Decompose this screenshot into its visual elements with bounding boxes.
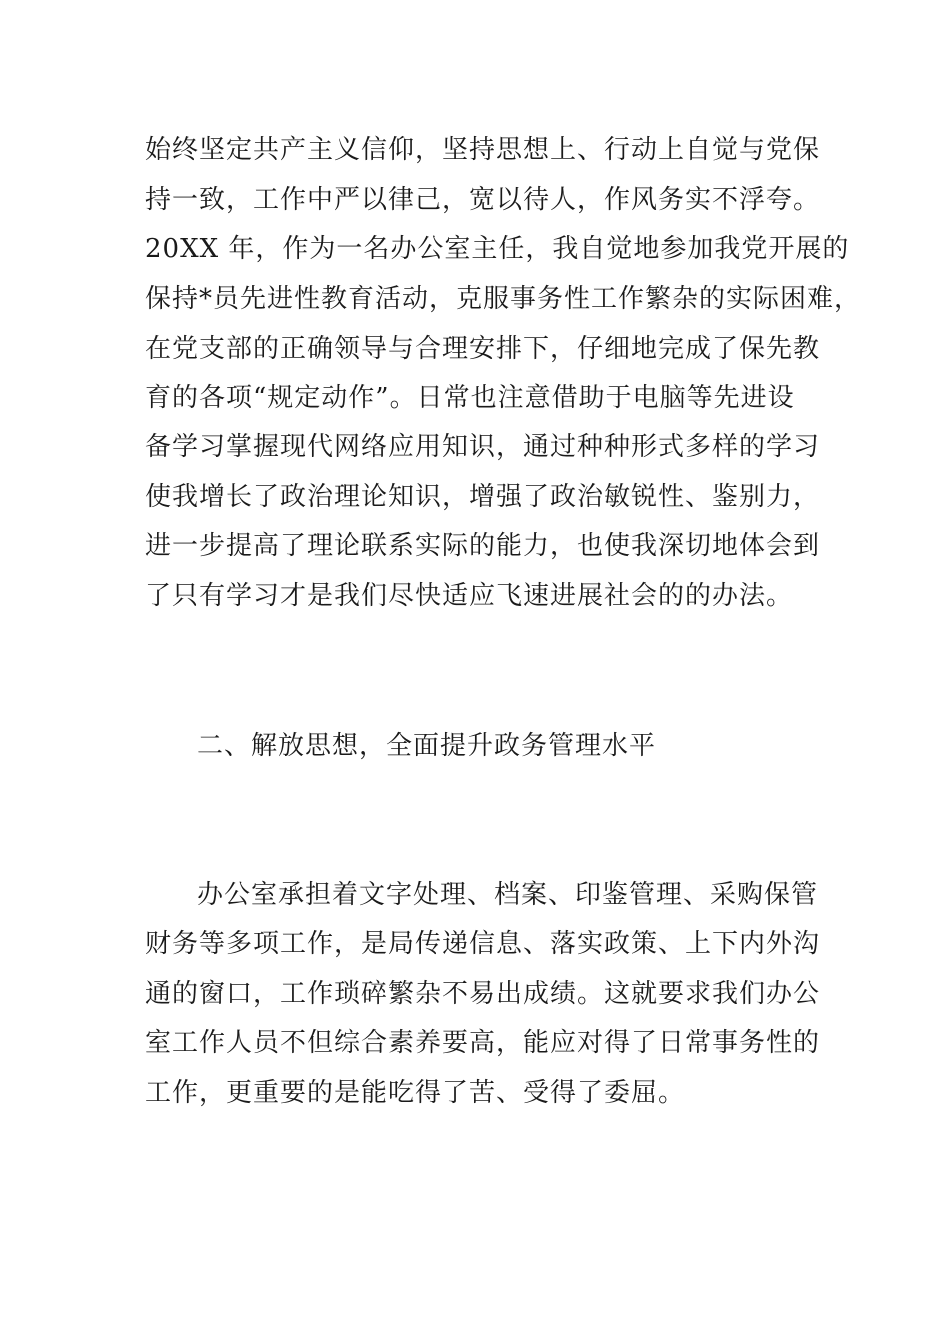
paragraph-line: 20XX 年，作为一名办公室主任，我自觉地参加我党开展的 bbox=[145, 234, 850, 264]
paragraph-line: 工作，更重要的是能吃得了苦、受得了委屈。 bbox=[145, 1078, 686, 1108]
paragraph-line: 办公室承担着文字处理、档案、印鉴管理、采购保管 bbox=[197, 880, 819, 910]
paragraph-line: 始终坚定共产主义信仰，坚持思想上、行动上自觉与党保 bbox=[145, 135, 821, 165]
paragraph-line: 在党支部的正确领导与合理安排下，仔细地完成了保先教 bbox=[145, 334, 821, 364]
paragraph-line: 保持*员先进性教育活动，克服事务性工作繁杂的实际困难， bbox=[145, 284, 862, 314]
paragraph-line: 进一步提高了理论联系实际的能力，也使我深切地体会到 bbox=[145, 531, 821, 561]
paragraph-line: 育的各项“规定动作”。日常也注意借助于电脑等先进设 bbox=[145, 383, 795, 413]
paragraph-line: 备学习掌握现代网络应用知识，通过种种形式多样的学习 bbox=[145, 432, 821, 462]
section-heading: 二、解放思想，全面提升政务管理水平 bbox=[197, 731, 657, 761]
paragraph-line: 了只有学习才是我们尽快适应飞速进展社会的的办法。 bbox=[145, 581, 794, 611]
paragraph-line: 财务等多项工作，是局传递信息、落实政策、上下内外沟 bbox=[145, 929, 821, 959]
paragraph-line: 通的窗口，工作琐碎繁杂不易出成绩。这就要求我们办公 bbox=[145, 979, 821, 1009]
paragraph-line: 使我增长了政治理论知识，增强了政治敏锐性、鉴别力， bbox=[145, 482, 821, 512]
paragraph-line: 室工作人员不但综合素养要高，能应对得了日常事务性的 bbox=[145, 1028, 821, 1058]
paragraph-line: 持一致，工作中严以律己，宽以待人，作风务实不浮夸。 bbox=[145, 185, 821, 215]
